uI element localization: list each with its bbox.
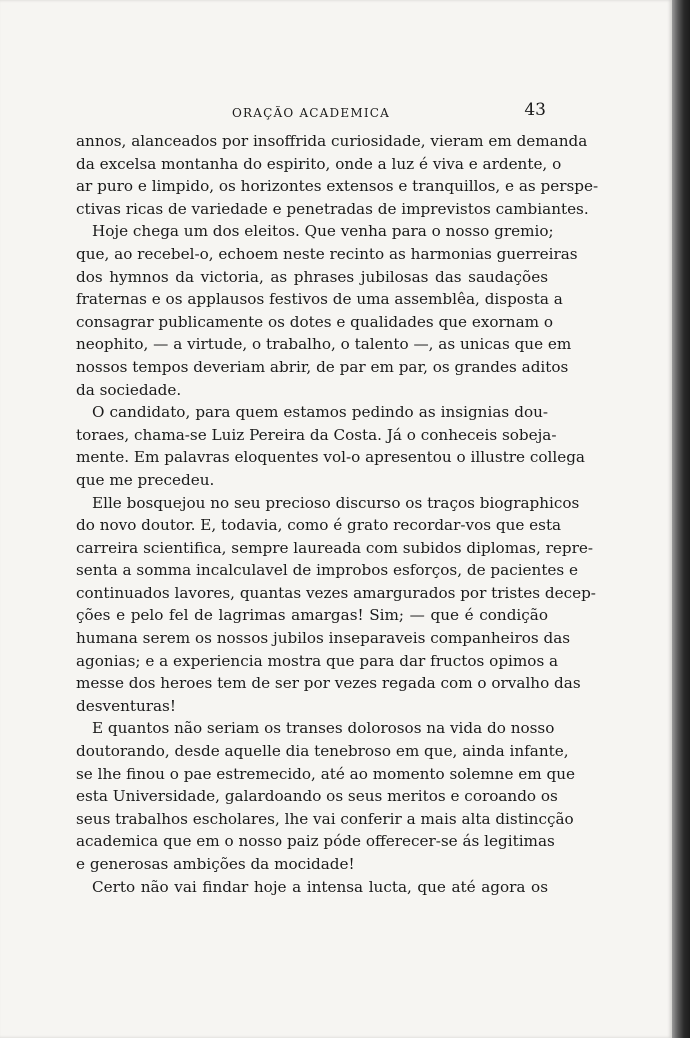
text-line: nossos tempos deveriam abrir, de par em par, os grandes aditos [76, 357, 569, 376]
text-line: messe dos heroes tem de ser por vezes regada com o orvalho das [76, 674, 581, 693]
text-line: carreira scientifica, sempre laureada com subidos diplomas, repre- [76, 538, 593, 557]
text-line: consagrar publicamente os dotes e qualidades que exornam o [76, 312, 554, 331]
text-line: annos, alanceados por insoffrida curiosidade, vieram em demanda [76, 132, 588, 150]
text-line: ctivas ricas de variedade e penetradas de imprevistos cambiantes. [76, 199, 589, 218]
text-line: O candidato, para quem estamos pedindo as insignias dou- [92, 403, 548, 422]
text-line: mente. Em palavras eloquentes vol-o apresentou o illustre collega [76, 448, 585, 467]
text-line: E quantos não seriam os transes dolorosos na vida do nosso [92, 719, 555, 738]
text-line: doutorando, desde aquelle dia tenebroso em que, ainda infante, [76, 742, 569, 761]
text-line: toraes, chama-se Luiz Pereira da Costa. Já o conheceis sobeja- [76, 425, 557, 444]
text-line: humana serem os nossos jubilos inseparaveis companheiros das [76, 629, 571, 648]
text-line: seus trabalhos escholares, lhe vai conferir a mais alta distincção [76, 809, 574, 828]
text-line: ções e pelo fel de lagrimas amargas! Sim; — que é condição [76, 606, 548, 625]
text-line: que, ao recebel-o, echoem neste recinto as harmonias guerreiras [76, 244, 578, 263]
text-line: se lhe finou o pae estremecido, até ao momento solemne em que [76, 764, 575, 783]
text-line: da excelsa montanha do espirito, onde a luz é viva e ardente, o [76, 154, 562, 173]
text-line: que me precedeu. [76, 470, 215, 489]
text-line: agonias; e a experiencia mostra que para dar fructos opimos a [76, 651, 559, 670]
text-line: e generosas ambições da mocidade! [76, 855, 355, 873]
text-line: academica que em o nosso paiz póde offerecer-se ás legitimas [76, 832, 555, 851]
page-header [76, 100, 546, 124]
body-text [76, 130, 599, 898]
text-line: senta a somma incalculavel de improbos esforços, de pacientes e [76, 561, 579, 580]
text-line: Elle bosquejou no seu precioso discurso os traços biographicos [92, 493, 580, 512]
text-line: da sociedade. [76, 380, 182, 399]
text-line: fraternas e os applausos festivos de uma assemblêa, disposta a [76, 290, 563, 309]
page-number: 43 [524, 100, 546, 120]
text-line: Certo não vai findar hoje a intensa lucta, que até agora os [92, 877, 548, 896]
text-line: desventuras! [76, 696, 176, 715]
text-line: Hoje chega um dos eleitos. Que venha para o nosso gremio; [92, 222, 554, 241]
page-edge-shadow [672, 0, 690, 1038]
text-line: neophito, — a virtude, o trabalho, o talento —, as unicas que em [76, 335, 572, 354]
text-line: continuados lavores, quantas vezes amargurados por tristes decep- [76, 583, 596, 602]
text-line: ar puro e limpido, os horizontes extensos e tranquillos, e as perspe- [76, 177, 599, 196]
text-line: dos hymnos da victoria, as phrases jubilosas das saudações [76, 267, 548, 286]
text-line: esta Universidade, galardoando os seus meritos e coroando os [76, 787, 558, 806]
text-line: do novo doutor. E, todavia, como é grato recordar-vos que esta [76, 516, 562, 535]
running-title: ORAÇÃO ACADEMICA [232, 106, 391, 120]
